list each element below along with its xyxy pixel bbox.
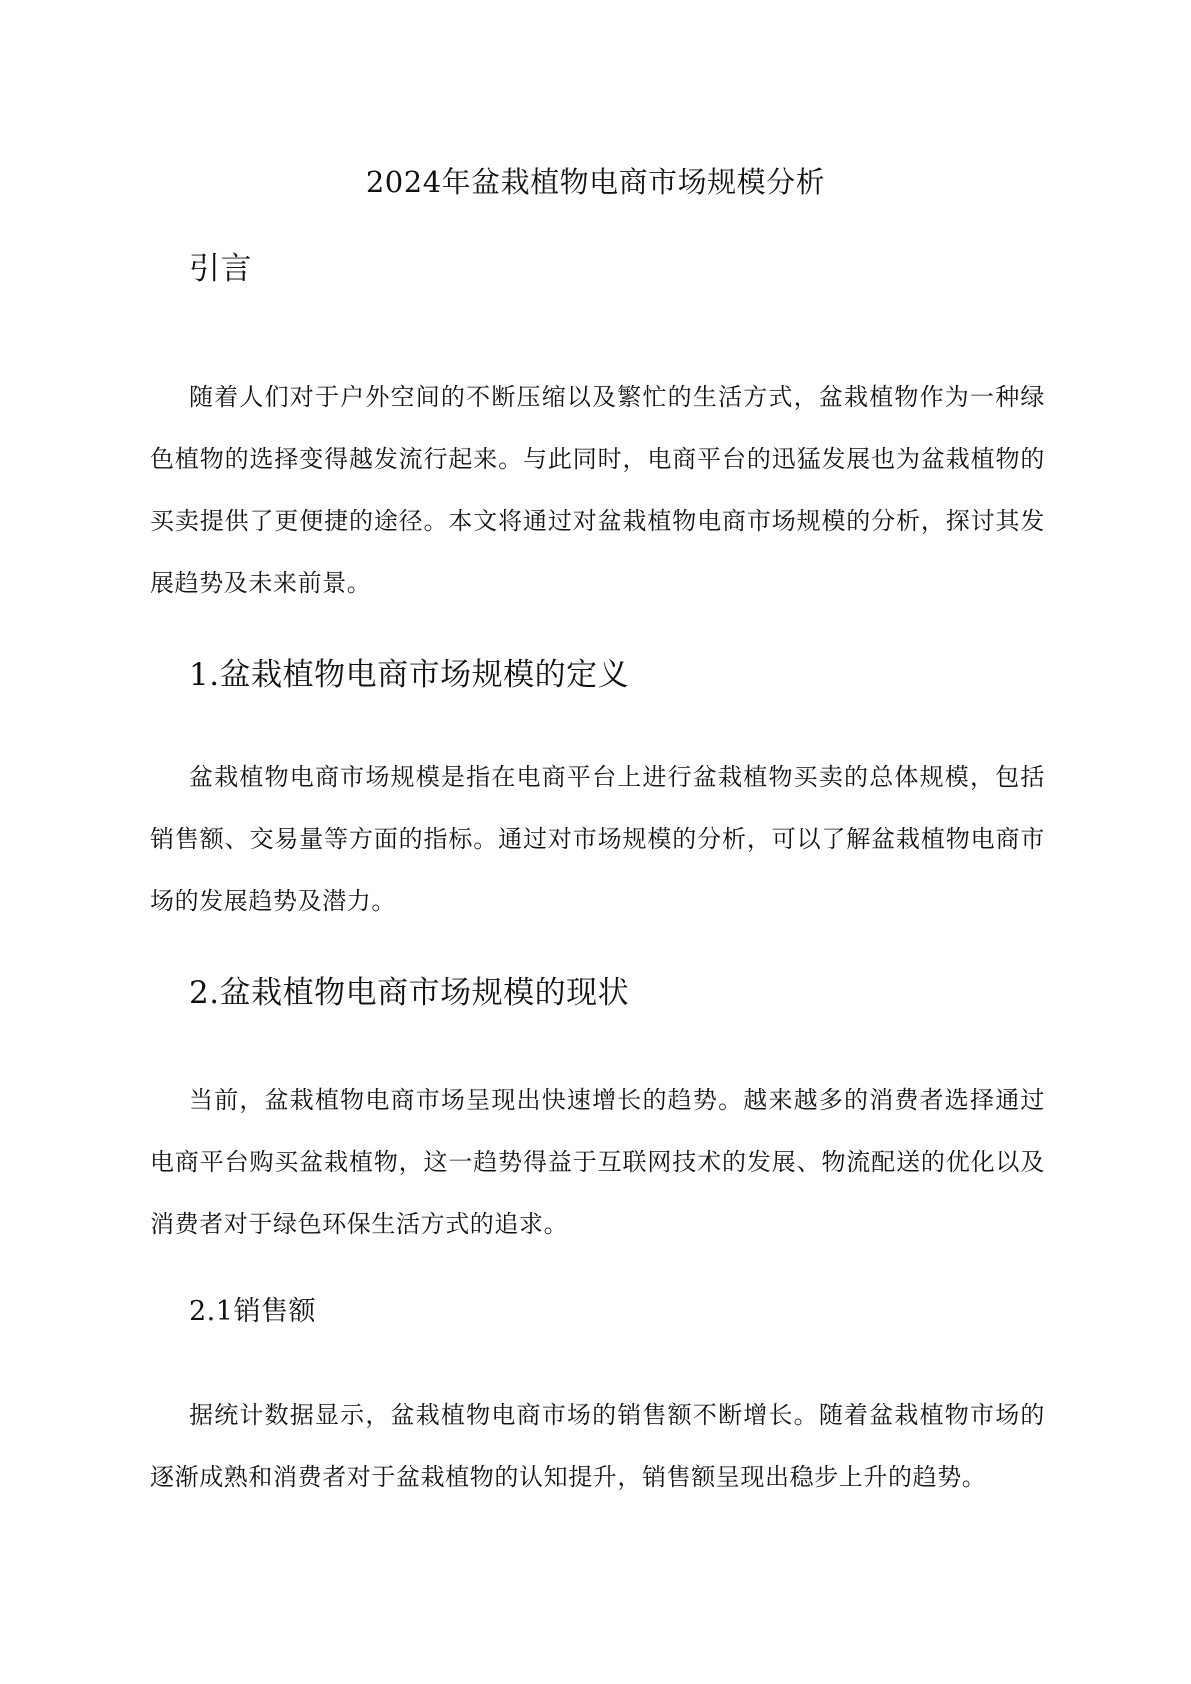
section-heading-sales: 2.1销售额 [189, 1296, 316, 1327]
section-heading-definition: 1.盆栽植物电商市场规模的定义 [189, 657, 630, 693]
section-paragraph-definition: 盆栽植物电商市场规模是指在电商平台上进行盆栽植物买卖的总体规模，包括销售额、交易量等方面的指标。通过对市场规模的分析，可以了解盆栽植物电商市场的发展趋势及潜力。 [150, 763, 1045, 915]
section-heading-introduction: 引言 [189, 251, 252, 287]
section-paragraph-introduction: 随着人们对于户外空间的不断压缩以及繁忙的生活方式，盆栽植物作为一种绿色植物的选择变得越发流行起来。与此同时，电商平台的迅猛发展也为盆栽植物的买卖提供了更便捷的途径。本文将通过对盆栽植物电商市场规模的分析，探讨其发展趋势及未来前景。 [150, 383, 1045, 597]
document-title: 2024年盆栽植物电商市场规模分析 [365, 165, 826, 199]
section-paragraph-status: 当前，盆栽植物电商市场呈现出快速增长的趋势。越来越多的消费者选择通过电商平台购买盆栽植物，这一趋势得益于互联网技术的发展、物流配送的优化以及消费者对于绿色环保生活方式的追求。 [150, 1086, 1045, 1238]
section-heading-status: 2.盆栽植物电商市场规模的现状 [189, 975, 630, 1011]
section-paragraph-sales: 据统计数据显示，盆栽植物电商市场的销售额不断增长。随着盆栽植物市场的逐渐成熟和消费者对于盆栽植物的认知提升，销售额呈现出稳步上升的趋势。 [150, 1401, 1045, 1491]
